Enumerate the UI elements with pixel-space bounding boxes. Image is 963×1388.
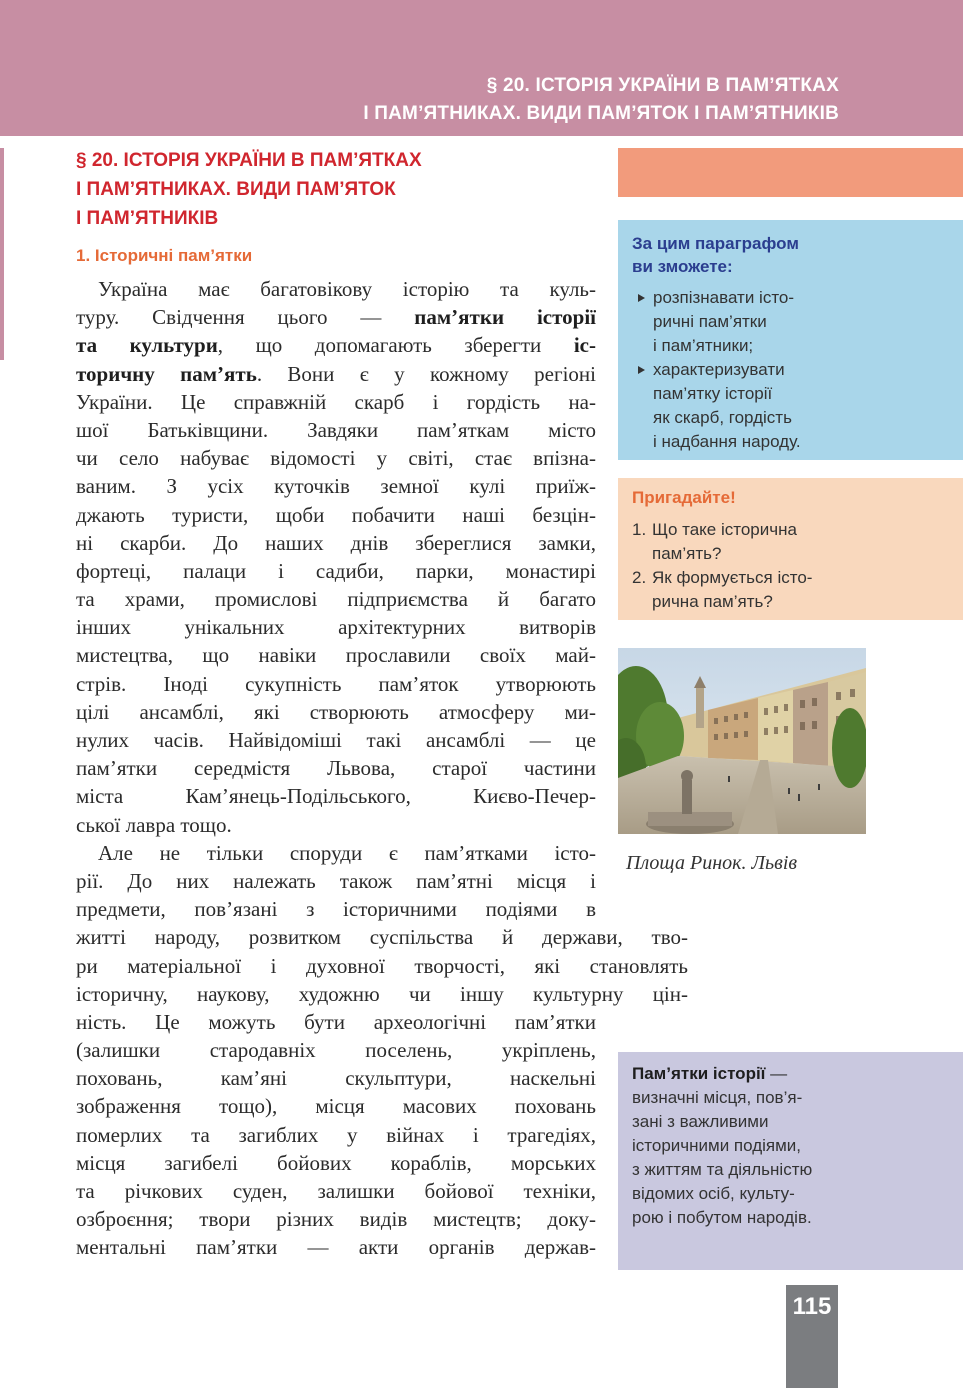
text-line: зображення тощо), місця масових поховань xyxy=(76,1094,596,1119)
text-line: ваним. З усіх куточків земної кулі приїж- xyxy=(76,474,596,499)
text-line: шої Батьківщини. Завдяки пам’яткам місто xyxy=(76,417,596,442)
goals-item-line: як скарб, гордість xyxy=(653,408,792,427)
recall-item-line: пам’ять? xyxy=(652,544,722,563)
definition-line: відомих осіб, культу- xyxy=(632,1184,795,1203)
goals-item-line: і пам’ятники; xyxy=(653,336,754,355)
text-line: історичну, наукову, художню чи іншу культурну цін- xyxy=(76,981,688,1006)
section-heading: 1. Історичні пам’ятки xyxy=(76,246,253,265)
photo-rynok-square xyxy=(618,648,866,834)
text-line: та храми, промислові підприємства й багато xyxy=(76,587,596,612)
chapter-title xyxy=(76,146,596,233)
running-header xyxy=(0,0,963,136)
text-line: померлих та загиблих у війнах і трагедіях, xyxy=(76,1122,596,1147)
text-line: озброєння; твори різних видів мистецтв; доку- xyxy=(76,1207,596,1232)
text-line: та річкових суден, залишки бойової техніки, xyxy=(76,1179,596,1204)
text-line: житті народу, розвитком суспільства й держави, тво- xyxy=(76,925,688,950)
definition-line: рою і побутом народів. xyxy=(632,1208,812,1227)
text-line: місця загибелі бойових кораблів, морських xyxy=(76,1150,596,1175)
definition-dash: — xyxy=(765,1064,788,1083)
definition-term: Пам’ятки історії xyxy=(632,1064,766,1083)
text-line: інших унікальних архітектурних витворів xyxy=(76,615,596,640)
goals-item-1 xyxy=(636,286,801,358)
text-line: ні скарби. До наших днів збереглися замки, xyxy=(76,530,596,555)
text-line: пам’ятки середмістя Львова, старої частини xyxy=(76,756,596,781)
recall-item-line: рична пам’ять? xyxy=(652,592,773,611)
running-header-line-2: І ПАМ’ЯТНИКАХ. ВИДИ ПАМ’ЯТОК І ПАМ’ЯТНИКІВ xyxy=(363,103,839,124)
wide-lines xyxy=(76,923,688,1008)
definition-line: визначні місця, пов’я- xyxy=(632,1088,803,1107)
recall-item-line: Як формується істо- xyxy=(652,568,813,587)
text-run: туру. Свідчення цього — xyxy=(76,305,415,330)
text-line: предмети, пов’язані з історичними подіями в xyxy=(76,897,596,922)
text-line: Україна має багатовікову історію та куль- xyxy=(98,277,596,301)
text-line: мистецтва, що навіки прославили своїх май- xyxy=(76,643,596,668)
text-line: нулих часів. Найвідоміші такі ансамблі — це xyxy=(76,728,596,752)
text-line xyxy=(76,360,596,388)
text-line: цілі ансамблі, які створюють атмосферу ми- xyxy=(76,699,596,724)
goals-item-line: розпізнавати істо- xyxy=(653,288,795,307)
definition-line: з життям та діяльністю xyxy=(632,1160,813,1179)
bold-term: торичну пам’ять xyxy=(76,361,257,386)
goals-title-line: ви зможете: xyxy=(632,257,733,276)
goals-list xyxy=(636,286,801,454)
goals-title xyxy=(632,232,799,278)
text-line: міста Кам’янець-Подільського, Києво-Печер- xyxy=(76,784,596,809)
bold-term: та культури xyxy=(76,333,218,358)
photo-caption: Площа Ринок. Львів xyxy=(626,852,798,874)
paragraph-2 xyxy=(76,839,688,1262)
text-line: поховань, кам’яні скульптури, наскельні xyxy=(76,1066,596,1091)
definition-line: зані з важливими xyxy=(632,1112,769,1131)
running-header-text xyxy=(363,72,839,128)
goals-box xyxy=(618,220,963,460)
text-line: чи село набуває відомості у світі, стає впізна- xyxy=(76,446,596,471)
text-line: ментальні пам’ятки — акти органів держав- xyxy=(76,1235,596,1260)
text-line: джають туристи, щоби побачити наші безцін- xyxy=(76,502,596,527)
goals-title-line: За цим параграфом xyxy=(632,234,799,253)
goals-item-2 xyxy=(636,358,801,454)
chapter-title-line-3: І ПАМ’ЯТНИКІВ xyxy=(76,208,219,229)
text-line xyxy=(76,331,596,359)
definition-text xyxy=(632,1062,812,1230)
running-header-line-1: § 20. ІСТОРІЯ УКРАЇНИ В ПАМ’ЯТКАХ xyxy=(486,75,839,96)
page-number-tab xyxy=(786,1285,838,1388)
goals-item-line: ричні пам’ятки xyxy=(653,312,767,331)
chapter-title-line-2: І ПАМ’ЯТНИКАХ. ВИДИ ПАМ’ЯТОК xyxy=(76,179,396,200)
recall-item-number: 2. xyxy=(632,568,647,587)
recall-item-2 xyxy=(632,566,812,614)
text-line: ської лавра тощо. xyxy=(76,812,232,837)
left-accent-bar xyxy=(0,148,4,360)
definition-line xyxy=(632,1062,812,1086)
recall-list xyxy=(632,518,812,614)
text-line: ність. Це можуть бути археологічні пам’ятки xyxy=(76,1009,596,1034)
bold-term: пам’ятки історії xyxy=(414,305,596,330)
goals-item-line: пам’ятку історії xyxy=(653,384,773,403)
text-run: . Вони є у кожному регіоні xyxy=(256,361,596,386)
text-line: України. Це справжній скарб і гордість на- xyxy=(76,389,596,414)
recall-item-1 xyxy=(632,518,812,566)
definition-box xyxy=(618,1052,963,1270)
recall-box xyxy=(618,478,963,620)
definition-line: історичними подіями, xyxy=(632,1136,802,1155)
text-line: ри матеріальної і духовної творчості, які становлять xyxy=(76,953,688,978)
photo-illustration xyxy=(618,648,866,834)
chapter-title-line-1: § 20. ІСТОРІЯ УКРАЇНИ В ПАМ’ЯТКАХ xyxy=(76,150,422,171)
text-line: фортеці, палаци і садиби, парки, монастирі xyxy=(76,558,596,583)
recall-item-line: Що таке історична xyxy=(652,520,797,539)
page-number: 115 xyxy=(792,1293,832,1320)
text-line: рії. До них належать також пам’ятні місця і xyxy=(76,868,596,893)
orange-accent-bar xyxy=(618,148,963,197)
paragraph-1 xyxy=(76,275,596,839)
bold-term: іс- xyxy=(573,333,596,358)
text-line: (залишки стародавніх поселень, укріплень, xyxy=(76,1038,596,1063)
text-line: Але не тільки споруди є пам’ятками істо- xyxy=(98,840,596,865)
recall-title: Пригадайте! xyxy=(632,488,736,507)
recall-item-number: 1. xyxy=(632,520,647,539)
goals-item-line: характеризувати xyxy=(653,360,785,379)
text-line xyxy=(76,303,596,331)
text-line: стрів. Іноді сукупність пам’яток утворюють xyxy=(76,671,596,696)
text-run: , що допомагають зберегти xyxy=(217,333,574,358)
goals-item-line: і надбання народу. xyxy=(653,432,801,451)
